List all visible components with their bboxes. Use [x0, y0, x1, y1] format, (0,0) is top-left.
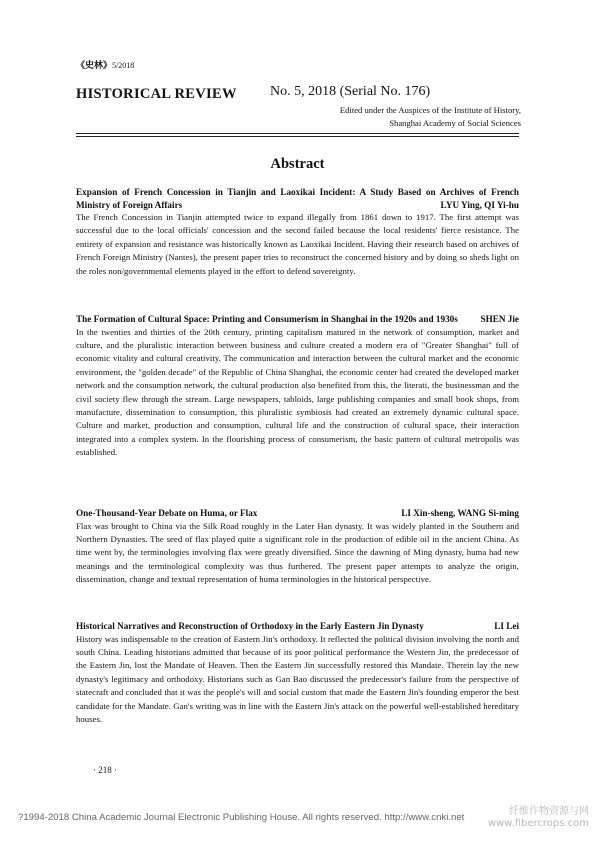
article-1	[76, 186, 519, 278]
issue-line: No. 5, 2018 (Serial No. 176)	[270, 84, 431, 99]
header-rule-top	[76, 133, 519, 134]
article-author: LI Lei	[494, 621, 519, 631]
journal-tag	[76, 58, 134, 71]
article-title-text: The Formation of Cultural Space: Printing and Consumerism in Shanghai in the 1920s and 1930s	[76, 314, 458, 324]
header-rule-bottom	[76, 136, 519, 137]
article-author: LI Xin-sheng, WANG Si-ming	[401, 508, 519, 518]
article-title	[76, 620, 519, 633]
article-body: In the twenties and thirties of the 20th century, printing capitalism matured in the network of consumption, market and culture, and the pluralistic interaction between business and culture created a modern era of "Greater Shanghai" full of economic vitality and cultural creativity. The communication and interaction between the cultural market and the economic environment, the "golden decade" of the Republic of China Shanghai, the economic center had created the developed market network and the consumption network, the cultural production also benefited from this, the literati, the businessman and the civil society flew through the stream. Large newspapers, tabloids, large publishing companies and small book shops, from manufacture, dissemination to consumption, this pluralistic symbiosis had created an extremely dynamic cultural space. Culture and market, production and consumption, cultural life and the construction of cultural space, their interaction integrated into a complex system. In the flourishing process of consumerism, the basic pattern of cultural metropolis was established.	[76, 326, 519, 458]
page-number: · 218 ·	[93, 765, 117, 775]
article-title	[76, 313, 519, 326]
article-author: SHEN Jie	[480, 314, 519, 324]
article-2	[76, 313, 519, 460]
copyright-footer: ?1994-2018 China Academic Journal Electronic Publishing House. All rights reserved. http://www.cnki.net	[18, 812, 465, 823]
article-title-text: Expansion of French Concession in Tianjin and Laoxikai Incident: A Study Based on Archives of French Ministry of Foreign Affairs	[76, 187, 519, 210]
article-3	[76, 507, 519, 587]
article-title	[76, 507, 519, 520]
abstract-heading: Abstract	[270, 156, 325, 172]
journal-title: HISTORICAL REVIEW	[76, 86, 237, 102]
article-title-text: Historical Narratives and Reconstruction of Orthodoxy in the Early Eastern Jin Dynasty	[76, 621, 424, 631]
edited-line-2: Shanghai Academy of Social Sciences	[389, 118, 521, 128]
journal-tag-cn: 《史林》	[76, 60, 113, 70]
article-body: Flax was brought to China via the Silk Road roughly in the Later Han dynasty. It was widely planted in the Southern and Northern Dynasties. The seed of flax played quite a significant role in the production of edible oil in the ancient China. As time went by, the terminologies involving flax were greatly diversified. Since the dawning of Ming dynasty, huma had new meanings and the terminological complexity was thus furthered. The present paper attempts to analyze the origin, dissemination, change and textual representation of huma terminologies in the historical perspective.	[76, 520, 519, 585]
watermark-line-1: 纤维作物资源与网	[509, 806, 589, 817]
article-title	[76, 186, 519, 211]
article-title-text: One-Thousand-Year Debate on Huma, or Flax	[76, 508, 258, 518]
article-body: History was indispensable to the creation of Eastern Jin's orthodoxy. It reflected the political division involving the north and south China. Leading historians admitted that because of its poor political performance the Western Jin, the predecessor of the Eastern Jin, lost the Mandate of Heaven. Then the Eastern Jin successfully restored this Mandate. Therein lay the new dynasty's legitimacy and orthodoxy. Historians such as Gan Bao discussed the predecessor's failure from the perspective of statecraft and concluded that it was the people's will and social custom that made the Eastern Jin's founding emperor the best candidate for the Mandate. Gan's writing was in line with the Eastern Jin's attack on the powerful well-established hereditary houses.	[76, 633, 519, 724]
watermark-line-2: www.fibercrops.com	[487, 818, 589, 829]
article-4	[76, 620, 519, 726]
article-body: The French Concession in Tianjin attempted twice to expand illegally from 1861 down to 1917. The first attempt was successful due to the local officials' concession and the second failed because the local residents' fierce resistance. The entirety of expansion and resistance was historically known as Laoxikai Incident. Having their research based on archives of French Foreign Ministry (Nantes), the present paper tries to reconstruct the concerned history and by doing so sheds light on the roles non/governmental elements played in the effort to defend sovereignty.	[76, 212, 519, 276]
edited-line-1: Edited under the Auspices of the Institute of History,	[339, 105, 521, 115]
watermark	[488, 806, 589, 830]
journal-tag-issue: 5/2018	[112, 61, 135, 70]
article-author: LYU Ying, QI Yi-hu	[440, 199, 519, 210]
